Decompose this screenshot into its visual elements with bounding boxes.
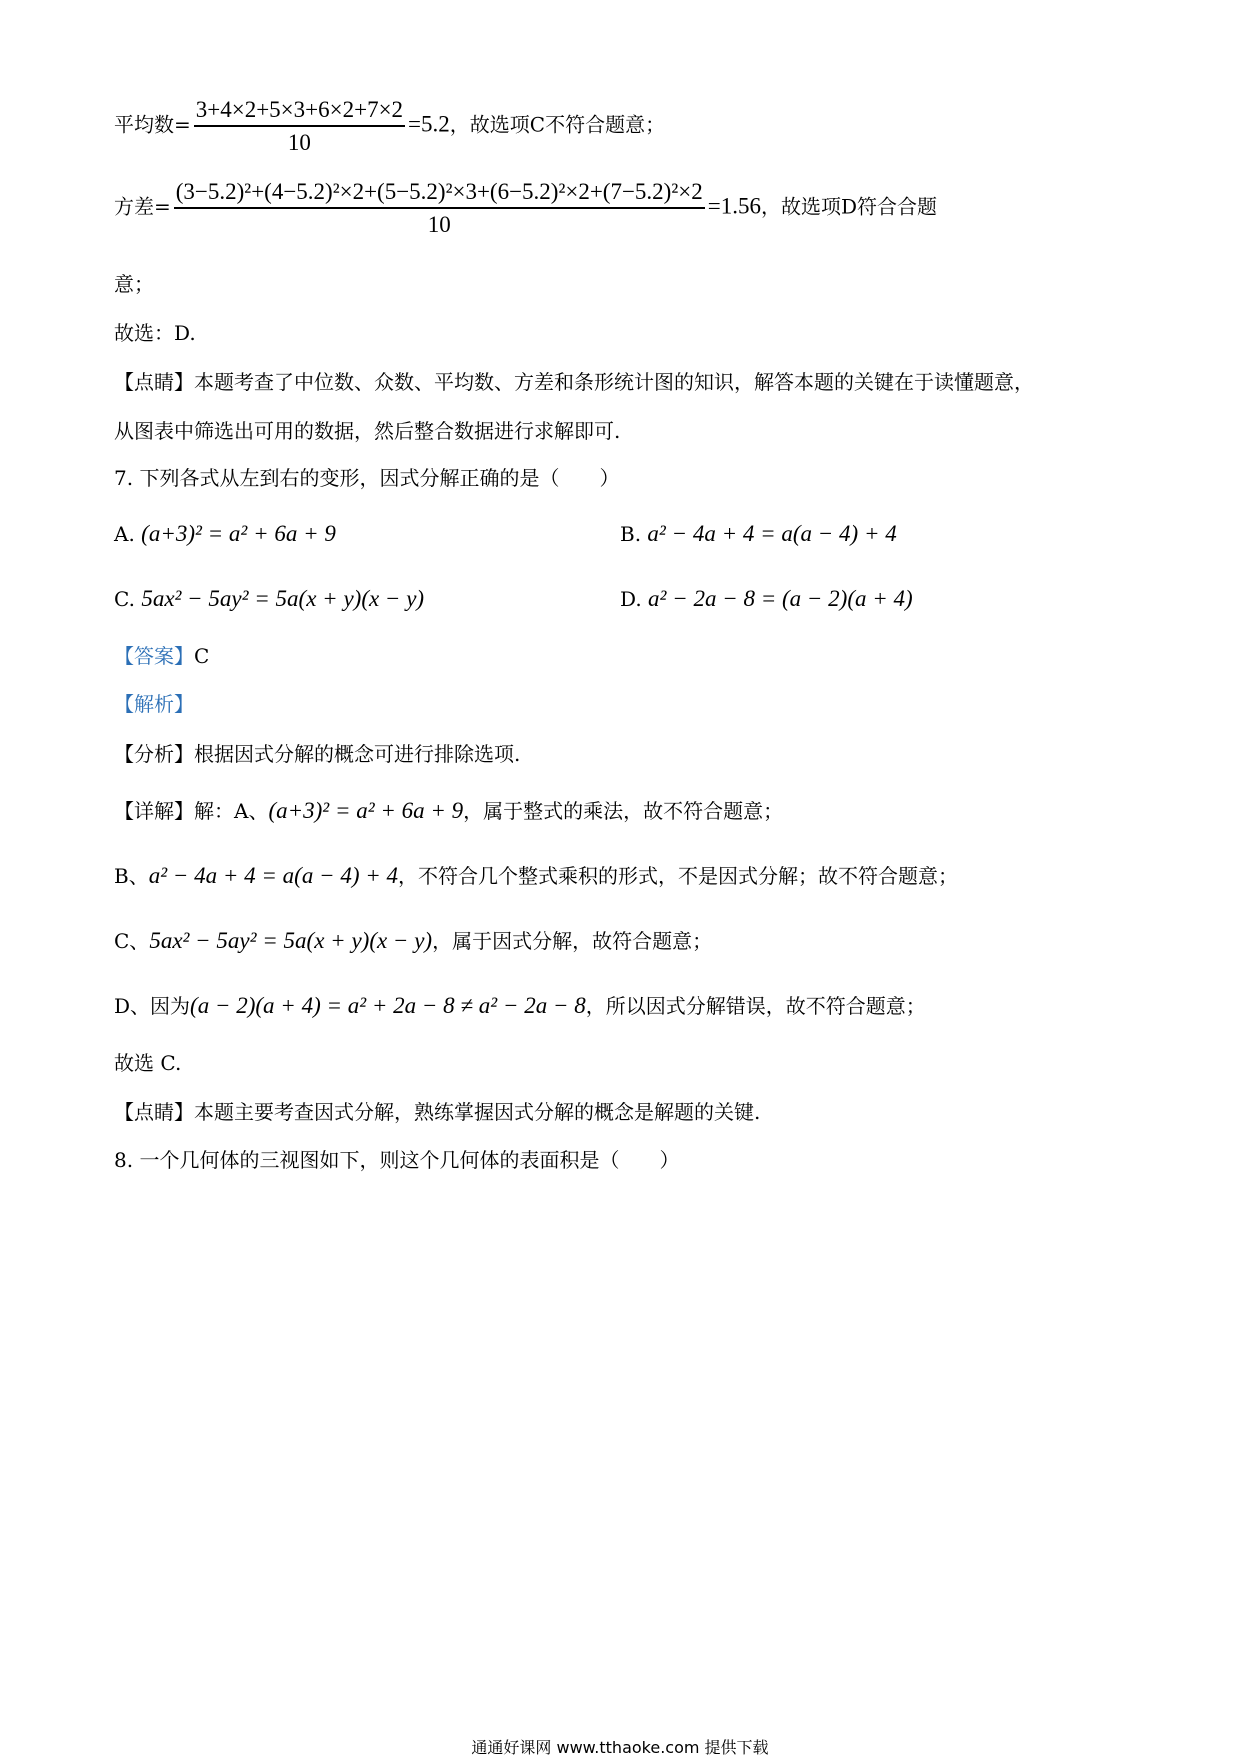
q7-option-d-label: D. [620, 587, 642, 611]
q7-detail-a-math: (a+3)² = a² + 6a + 9 [268, 798, 464, 823]
q7-option-a-math: (a+3)² = a² + 6a + 9 [141, 521, 336, 546]
q7-fenxi [114, 744, 520, 764]
q7-answer-tag: 【答案】 [114, 644, 194, 668]
q7-detail-d-math: (a − 2)(a + 4) = a² + 2a − 8 ≠ a² − 2a − 8 [190, 993, 586, 1018]
page-footer: 通通好课网 www.tthaoke.com 提供下载 [471, 1738, 769, 1757]
q7-option-d-math: a² − 2a − 8 = (a − 2)(a + 4) [648, 586, 913, 611]
mean-result: =5.2 [408, 111, 450, 137]
q7-choice: 故选 C. [114, 1051, 182, 1075]
q7-detail-c-note: ，属于因式分解，故符合题意； [432, 929, 713, 953]
q7-option-c [114, 587, 424, 610]
q6-comment-line2: 从图表中筛选出可用的数据，然后整合数据进行求解即可. [114, 419, 621, 443]
q7-comment [114, 1102, 760, 1122]
q7-detail-c-prefix: C、 [114, 929, 150, 953]
q7-analysis-tag: 【解析】 [114, 692, 194, 716]
q7-option-b [620, 522, 897, 545]
q6-choice: 故选：D. [114, 321, 196, 345]
variance-fraction [174, 180, 705, 236]
q7-stem: 7. 下列各式从左到右的变形，因式分解正确的是（ ） [114, 466, 620, 490]
q7-detail-b-prefix: B、 [114, 864, 149, 888]
q7-fenxi-tag: 【分析】 [114, 742, 194, 766]
variance-note: ，故选项D符合合题 [760, 194, 937, 219]
q7-fenxi-text: 根据因式分解的概念可进行排除选项. [194, 742, 521, 766]
q7-detail-a [114, 799, 783, 822]
q7-comment-tag: 【点睛】 [114, 1100, 194, 1124]
q7-option-b-label: B. [620, 522, 642, 546]
variance-numerator: (3−5.2)²+(4−5.2)²×2+(5−5.2)²×3+(6−5.2)²×2+(7−5.2)²×2 [174, 180, 705, 209]
variance-denominator: 10 [427, 212, 451, 237]
q7-detail-tag: 【详解】 [114, 799, 194, 823]
q7-option-c-label: C. [114, 587, 135, 611]
variance-line [114, 180, 937, 236]
mean-label: 平均数= [114, 112, 191, 137]
q7-detail-d [114, 994, 926, 1017]
q7-detail-b-note: ，不符合几个整式乘积的形式，不是因式分解；故不符合题意； [398, 864, 959, 888]
mean-denominator: 10 [287, 130, 311, 155]
q7-comment-text: 本题主要考查因式分解，熟练掌握因式分解的概念是解题的关键. [194, 1100, 761, 1124]
q6-comment-line1 [114, 372, 1034, 392]
variance-label: 方差= [114, 194, 171, 219]
q7-detail-b [114, 864, 958, 887]
mean-numerator: 3+4×2+5×3+6×2+7×2 [194, 98, 405, 127]
q7-detail-b-math: a² − 4a + 4 = a(a − 4) + 4 [148, 863, 399, 888]
q7-detail-c-math: 5ax² − 5ay² = 5a(x + y)(x − y) [149, 928, 433, 953]
mean-fraction [194, 98, 405, 154]
q7-option-b-math: a² − 4a + 4 = a(a − 4) + 4 [647, 521, 897, 546]
q7-option-a-label: A. [114, 522, 135, 546]
q7-detail-a-prefix: 解：A、 [194, 799, 269, 823]
q7-answer-value: C [194, 644, 210, 668]
variance-result: =1.56 [707, 193, 761, 219]
q7-answer [114, 646, 209, 666]
q7-option-a [114, 522, 336, 545]
q7-detail-d-note: ，所以因式分解错误，故不符合题意； [585, 994, 926, 1018]
q8-stem: 8. 一个几何体的三视图如下，则这个几何体的表面积是（ ） [114, 1148, 680, 1172]
q7-option-d [620, 587, 913, 610]
q6-comment-tag: 【点睛】 [114, 370, 194, 394]
q7-detail-d-prefix: D、因为 [114, 994, 191, 1018]
q7-option-c-math: 5ax² − 5ay² = 5a(x + y)(x − y) [141, 586, 425, 611]
variance-note-cont: 意； [114, 272, 154, 296]
q6-comment-text1: 本题考查了中位数、众数、平均数、方差和条形统计图的知识，解答本题的关键在于读懂题意， [194, 370, 1034, 394]
mean-line [114, 98, 665, 154]
q7-detail-c [114, 929, 712, 952]
mean-note: ，故选项C不符合题意； [449, 112, 666, 137]
q7-detail-a-note: ，属于整式的乘法，故不符合题意； [463, 799, 784, 823]
